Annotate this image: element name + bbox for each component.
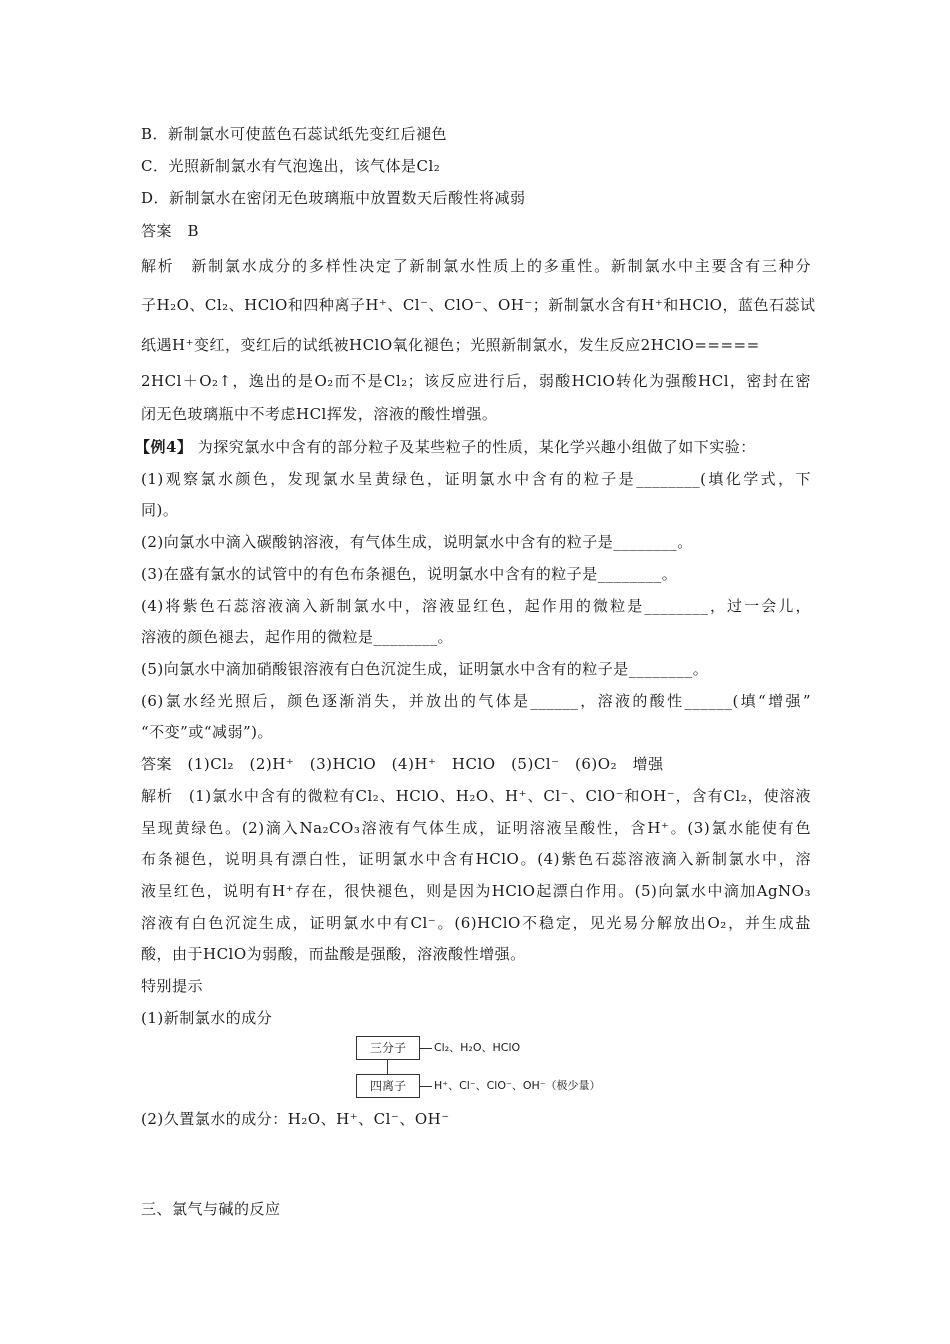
molecules-box: 三分子 <box>356 1036 420 1060</box>
question-3: (3)在盛有氯水的试管中的有色布条褪色，说明氯水中含有的粒子是________。 <box>141 565 678 583</box>
connector-line <box>420 1086 432 1087</box>
question-6: (6)氯水经光照后，颜色逐渐消失，并放出的气体是______，溶液的酸性______(填“增强” <box>141 692 811 710</box>
answer-line: 答案 (1)Cl₂ (2)H⁺ (3)HClO (4)H⁺ HClO (5)Cl⁻ (6)O₂ 增强 <box>141 755 664 773</box>
analysis-line: 解析 新制氯水成分的多样性决定了新制氯水性质上的多重性。新制氯水中主要含有三种分 <box>141 257 811 275</box>
connector-line <box>387 1060 388 1074</box>
analysis-line: 布条褪色，说明具有漂白性，证明氯水中含有HClO。(4)紫色石蕊溶液滴入新制氯水中，溶 <box>141 850 811 868</box>
answer-line: 答案 B <box>141 222 200 240</box>
question-2: (2)向氯水中滴入碳酸钠溶液，有气体生成，说明氯水中含有的粒子是________。 <box>141 533 693 551</box>
connector-line <box>420 1048 432 1049</box>
analysis-line: 呈现黄绿色。(2)滴入Na₂CO₃溶液有气体生成，证明溶液呈酸性，含H⁺。(3)氯水能使有色 <box>141 819 811 837</box>
analysis-line: 闭无色玻璃瓶中不考虑HCl挥发，溶液的酸性增强。 <box>141 405 498 423</box>
tip-heading: 特别提示 <box>141 977 204 995</box>
question-4: (4)将紫色石蕊溶液滴入新制氯水中，溶液显红色，起作用的微粒是________，过一会儿， <box>141 597 811 615</box>
analysis-line: 液呈红色，说明有H⁺存在，很快褪色，则是因为HClO起漂白作用。(5)向氯水中滴加AgNO₃ <box>141 882 811 900</box>
analysis-line: 酸，由于HClO为弱酸，而盐酸是强酸，溶液酸性增强。 <box>141 945 526 963</box>
example-tag: 【例4】 <box>135 438 193 456</box>
analysis-line: 溶液有白色沉淀生成，证明氯水中有Cl⁻。(6)HClO不稳定，见光易分解放出O₂，并生成盐 <box>141 914 811 932</box>
question-5: (5)向氯水中滴加硝酸银溶液有白色沉淀生成，证明氯水中含有的粒子是________。 <box>141 660 709 678</box>
option-d: D．新制氯水在密闭无色玻璃瓶中放置数天后酸性将减弱 <box>141 189 526 207</box>
section-heading: 三、氯气与碱的反应 <box>141 1200 281 1218</box>
question-4-cont: 溶液的颜色褪去，起作用的微粒是________。 <box>141 628 454 646</box>
analysis-line: 纸遇H⁺变红，变红后的试纸被HClO氧化褪色；光照新制氯水，发生反应2HClO===== <box>141 336 760 354</box>
tip-item-2: (2)久置氯水的成分：H₂O、H⁺、Cl⁻、OH⁻ <box>141 1110 450 1128</box>
example-heading <box>135 437 756 457</box>
tip-item-1: (1)新制氯水的成分 <box>141 1009 273 1027</box>
analysis-line: 解析 (1)氯水中含有的微粒有Cl₂、HClO、H₂O、H⁺、Cl⁻、ClO⁻和OH⁻，含有Cl₂，使溶液 <box>141 787 811 805</box>
analysis-line: 子H₂O、Cl₂、HClO和四种离子H⁺、Cl⁻、ClO⁻、OH⁻；新制氯水含有H⁺和HClO，蓝色石蕊试 <box>141 296 816 314</box>
question-1-cont: 同)。 <box>141 501 179 519</box>
ions-list: H⁺、Cl⁻、ClO⁻、OH⁻（极少量） <box>434 1079 601 1092</box>
molecules-list: Cl₂、H₂O、HClO <box>434 1041 521 1054</box>
option-c: C．光照新制氯水有气泡逸出，该气体是Cl₂ <box>141 157 441 175</box>
ions-box: 四离子 <box>356 1074 420 1098</box>
chlorine-water-components-diagram <box>356 1036 676 1106</box>
question-6-cont: “不变”或“减弱”)。 <box>141 723 274 741</box>
question-1: (1)观察氯水颜色，发现氯水呈黄绿色，证明氯水中含有的粒子是________(填化学式，下 <box>141 470 811 488</box>
example-intro: 为探究氯水中含有的部分粒子及某些粒子的性质，某化学兴趣小组做了如下实验： <box>197 438 756 456</box>
analysis-line: 2HCl＋O₂↑，逸出的是O₂而不是Cl₂；该反应进行后，弱酸HClO转化为强酸HCl，密封在密 <box>141 372 811 390</box>
option-b: B．新制氯水可使蓝色石蕊试纸先变红后褪色 <box>141 125 448 143</box>
